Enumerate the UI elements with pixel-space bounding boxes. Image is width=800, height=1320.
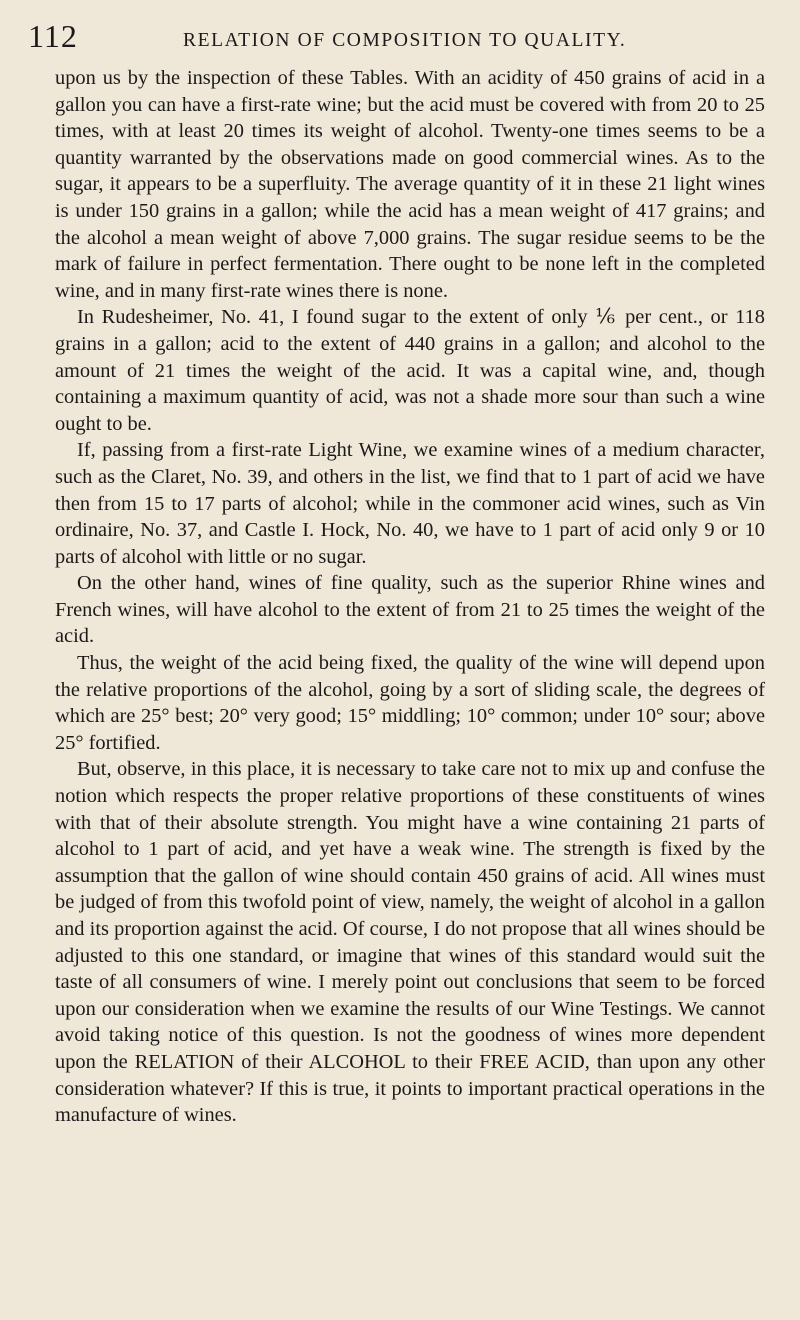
page-number: 112 xyxy=(28,18,78,54)
paragraph-5: Thus, the weight of the acid being fixed, the quality of the wine will depend upon the relative proportions of the alcohol, going by a sort of sliding scale, the degrees of which are 25° best; 20° very good; 15° middling; 10° common; under 10° sour; above 25° fortified. xyxy=(55,652,765,754)
paragraph-3: If, passing from a first-rate Light Wine, we examine wines of a medium character, such as the Claret, No. 39, and others in the list, we find that to 1 part of acid we have then from 15 to 17 parts of alcohol; while in the commoner acid wines, such as Vin ordinaire, No. 37, and Castle I. Hock, No. 40, we have to 1 part of acid only 9 or 10 parts of alcohol with little or no sugar. xyxy=(55,439,765,568)
running-title: RELATION OF COMPOSITION TO QUALITY. xyxy=(183,30,627,51)
page-header xyxy=(28,18,760,58)
paragraph-6: But, observe, in this place, it is necessary to take care not to mix up and confuse the notion which respects the proper relative proportions of these constituents of wines with that of their absolute strength. You might have a wine containing 21 parts of alcohol to 1 part of acid, and yet have a weak wine. The strength is fixed by the assumption that the gallon of wine should contain 450 grains of acid. All wines must be judged of from this twofold point of view, namely, the weight of alcohol in a gallon and its proportion against the acid. Of course, I do not propose that all wines should be adjusted to this one standard, or imagine that wines of this standard would suit the taste of all consumers of wine. I merely point out conclusions that seem to be forced upon our consideration when we examine the results of our Wine Testings. We cannot avoid taking notice of this question. Is not the goodness of wines more dependent upon the RELATION of their ALCOHOL to their FREE ACID, than upon any other consideration whatever? If this is true, it points to important practical operations in the manufacture of wines. xyxy=(55,758,765,1127)
paragraph-4: On the other hand, wines of fine quality, such as the superior Rhine wines and French wines, will have alcohol to the extent of from 21 to 25 times the weight of the acid. xyxy=(55,572,765,648)
paragraph-1: upon us by the inspection of these Tables. With an acidity of 450 grains of acid in a gallon you can have a first-rate wine; but the acid must be covered with from 20 to 25 times, with at least 20 times its weight of alcohol. Twenty-one times seems to be a quantity warranted by the observations made on good commercial wines. As to the sugar, it appears to be a superfluity. The average quantity of it in these 21 light wines is under 150 grains in a gallon; while the acid has a mean weight of 417 grains; and the alcohol a mean weight of above 7,000 grains. The sugar residue seems to be the mark of failure in perfect fermentation. There ought to be none left in the completed wine, and in many first-rate wines there is none. xyxy=(55,67,765,302)
paragraph-2: In Rudesheimer, No. 41, I found sugar to the extent of only ⅙ per cent., or 118 grains in a gallon; acid to the extent of 440 grains in a gallon; and alcohol to the amount of 21 times the weight of the acid. It was a capital wine, and, though containing a maximum quantity of acid, was not a shade more sour than such a wine ought to be. xyxy=(55,306,765,435)
body-text xyxy=(55,65,765,1129)
